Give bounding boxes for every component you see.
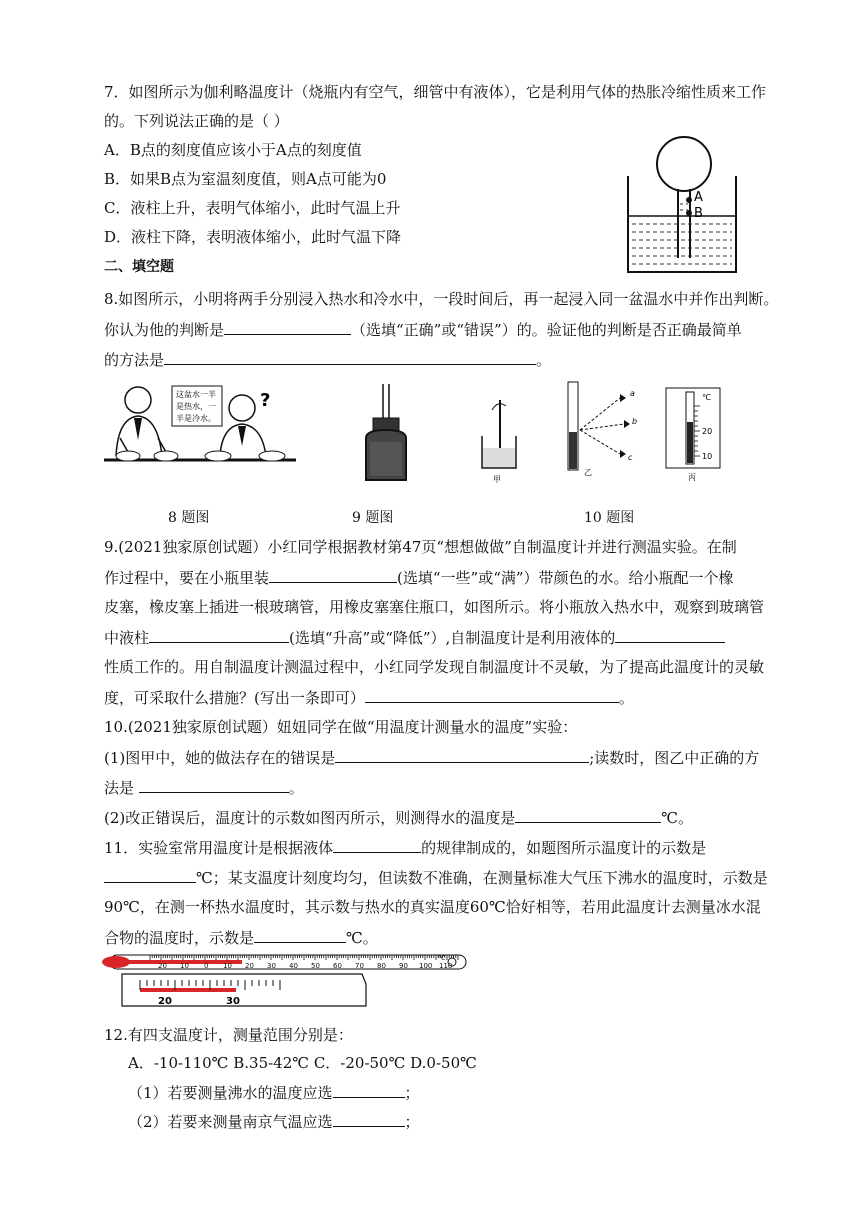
q10-text: ;读数时，图乙中正确的方	[589, 749, 760, 767]
q9-answer-blank-4[interactable]	[365, 686, 619, 703]
q11-stem-line2	[104, 866, 768, 889]
q12-stem: 12.有四支温度计，测量范围分别是：	[104, 1026, 353, 1044]
scale-label: 60	[333, 962, 342, 970]
scale-label: 100	[419, 962, 433, 970]
q8-text: 你认为他的判断是	[104, 321, 225, 339]
q12-answer-blank-1[interactable]	[333, 1081, 405, 1098]
fig-bing-label: 丙	[688, 473, 696, 482]
q8-text: 。	[536, 351, 552, 369]
fig-jia-label: 甲	[493, 475, 501, 484]
point-a-marker	[686, 197, 692, 203]
q12-text: （2）若要来测量南京气温应选	[128, 1113, 333, 1131]
q7-option-a: A．B点的刻度值应该小于A点的刻度值	[104, 141, 362, 159]
scale-label: 20	[245, 962, 254, 970]
scale-label: 70	[355, 962, 364, 970]
q7-option-b: B．如果B点为室温刻度值，则A点可能为0	[104, 170, 387, 188]
zoom-label-20: 20	[158, 996, 172, 1007]
tick-10: 10	[702, 452, 713, 461]
point-b-label: B	[694, 206, 703, 221]
q10-stem-line4	[104, 806, 693, 829]
bubble-line-2: 是热水，一	[176, 402, 216, 411]
galileo-thermometer-figure	[624, 134, 742, 276]
scale-label: 20	[158, 962, 167, 970]
q8-text: 的方法是	[104, 351, 165, 369]
q12-options: A．-10-110℃ B.35-42℃ C．-20-50℃ D.0-50℃	[128, 1054, 477, 1072]
q9-stem-line4	[104, 626, 725, 649]
homemade-thermometer-bottle	[356, 382, 416, 484]
q7-stem-line1: 7．如图所示为伽利略温度计（烧瓶内有空气，细管中有液体），它是利用气体的热胀冷缩性质来工作	[104, 83, 767, 101]
figure-10-jia	[476, 396, 522, 484]
q9-text: 中液柱	[104, 629, 150, 647]
q12-sub-1	[128, 1081, 420, 1104]
q11-stem-line3: 90℃，在测一杯热水温度时，其示数与热水的真实温度60℃恰好相等，若用此温度计去测量冰水混	[104, 898, 761, 916]
q12-sub-2	[128, 1110, 420, 1133]
q8-stem-line1: 8.如图所示，小明将两手分别浸入热水和冷水中，一段时间后，再一起浸入同一盆温水中并作出判断。	[104, 290, 779, 308]
caption-figure-8: 8 题图	[168, 510, 210, 526]
q12-answer-blank-2[interactable]	[333, 1110, 405, 1127]
caption-figure-9: 9 题图	[352, 510, 394, 526]
unit-celsius: ℃	[702, 393, 711, 402]
q7-stem-line2: 的。下列说法正确的是（ ）	[104, 112, 289, 130]
lab-thermometer-figure	[100, 950, 480, 1012]
bubble-line-1: 这盆水一半	[176, 390, 216, 399]
bubble-line-3: 半是冷水。	[176, 414, 216, 423]
figure-10-bing	[664, 386, 724, 482]
q11-text: ℃。	[346, 929, 378, 947]
scale-label: 50	[311, 962, 320, 970]
q11-answer-blank-3[interactable]	[254, 926, 346, 943]
view-a-label: a	[630, 389, 635, 398]
view-b-label: b	[632, 417, 638, 426]
degree-mark: °C	[438, 955, 446, 962]
scale-label: 30	[267, 962, 276, 970]
q9-text: 。	[618, 689, 634, 707]
scale-label: 10	[180, 962, 189, 970]
q12-text: ；	[404, 1084, 420, 1102]
scale-label: 110	[439, 962, 453, 970]
scale-label: 10	[223, 962, 232, 970]
point-b-marker	[686, 210, 692, 216]
q10-stem-line2	[104, 746, 759, 769]
q9-answer-blank-1[interactable]	[269, 566, 397, 583]
q8-answer-blank-1[interactable]	[224, 318, 351, 335]
scale-label: 90	[399, 962, 408, 970]
q10-text: ℃。	[661, 809, 694, 827]
figure-10-yi	[560, 380, 640, 476]
section-heading: 二、填空题	[104, 259, 174, 275]
q10-text: (2)改正错误后，温度计的示数如图丙所示，则测得水的温度是	[104, 809, 516, 827]
q11-answer-blank-2[interactable]	[104, 866, 196, 883]
q8-text: （选填“正确”或“错误”）的。验证他的判断是否正确最简单	[351, 321, 742, 339]
q10-answer-blank-2[interactable]	[139, 776, 289, 793]
q9-stem-line5: 性质工作的。用自制温度计测温过程中，小红同学发现自制温度计不灵敏，为了提高此温度计的灵敏	[104, 658, 765, 676]
q7-option-d: D．液柱下降，表明液体缩小，此时气温下降	[104, 228, 402, 246]
view-c-label: c	[628, 453, 633, 462]
point-a-label: A	[694, 190, 703, 205]
q11-text: 11．实验室常用温度计是根据液体	[104, 839, 334, 857]
q10-answer-blank-1[interactable]	[335, 746, 589, 763]
q10-text: 。	[288, 779, 304, 797]
thermometer-bulb	[102, 956, 130, 968]
q7-option-c: C．液柱上升，表明气体缩小，此时气温上升	[104, 199, 401, 217]
q8-stem-line3	[104, 348, 551, 371]
q9-stem-line3: 皮塞，橡皮塞上插进一根玻璃管，用橡皮塞塞住瓶口，如图所示。将小瓶放入热水中，观察到玻璃管	[104, 598, 765, 616]
q10-stem-line3	[104, 776, 304, 799]
q11-text: ℃；某支温度计刻度均匀，但读数不准确，在测量标准大气压下沸水的温度时，示数是	[196, 869, 768, 887]
question-mark: ?	[260, 390, 271, 411]
q11-answer-blank-1[interactable]	[333, 836, 421, 853]
q9-text: (选填“升高”或“降低”）,自制温度计是利用液体的	[289, 629, 616, 647]
scale-label: 40	[289, 962, 298, 970]
fig-yi-label: 乙	[584, 468, 592, 477]
tick-20: 20	[702, 427, 713, 436]
q9-stem-line1: 9.(2021独家原创试题）小红同学根据教材第47页“想想做做”自制温度计并进行测温实验。在制	[104, 538, 737, 556]
q9-text: 度，可采取什么措施？(写出一条即可）	[104, 689, 365, 707]
q10-stem-line1: 10.(2021独家原创试题）妞妞同学在做“用温度计测量水的温度”实验：	[104, 718, 578, 736]
q11-stem-line4	[104, 926, 378, 949]
q10-answer-blank-3[interactable]	[515, 806, 661, 823]
q9-stem-line2	[104, 566, 734, 589]
q11-text: 的规律制成的，如题图所示温度计的示数是	[421, 839, 707, 857]
q10-text: 法是	[104, 779, 139, 797]
q9-answer-blank-3[interactable]	[615, 626, 725, 643]
q12-text: （1）若要测量沸水的温度应选	[128, 1084, 333, 1102]
q9-text: (选填“一些”或“满”）带颜色的水。给小瓶配一个橡	[397, 569, 734, 587]
q9-text: 作过程中，要在小瓶里装	[104, 569, 270, 587]
q8-stem-line2	[104, 318, 742, 341]
q8-answer-blank-2[interactable]	[164, 348, 536, 365]
caption-figure-10: 10 题图	[584, 510, 635, 526]
q11-text: 合物的温度时，示数是	[104, 929, 255, 947]
q11-stem-line1	[104, 836, 706, 859]
scale-label: 0	[204, 962, 209, 970]
q10-text: (1)图甲中，她的做法存在的错误是	[104, 749, 336, 767]
zoom-label-30: 30	[226, 996, 240, 1007]
q9-stem-line6	[104, 686, 634, 709]
q9-answer-blank-2[interactable]	[149, 626, 289, 643]
hands-in-water-cartoon	[100, 378, 300, 478]
scale-label: 80	[377, 962, 386, 970]
q12-text: ；	[404, 1113, 420, 1131]
